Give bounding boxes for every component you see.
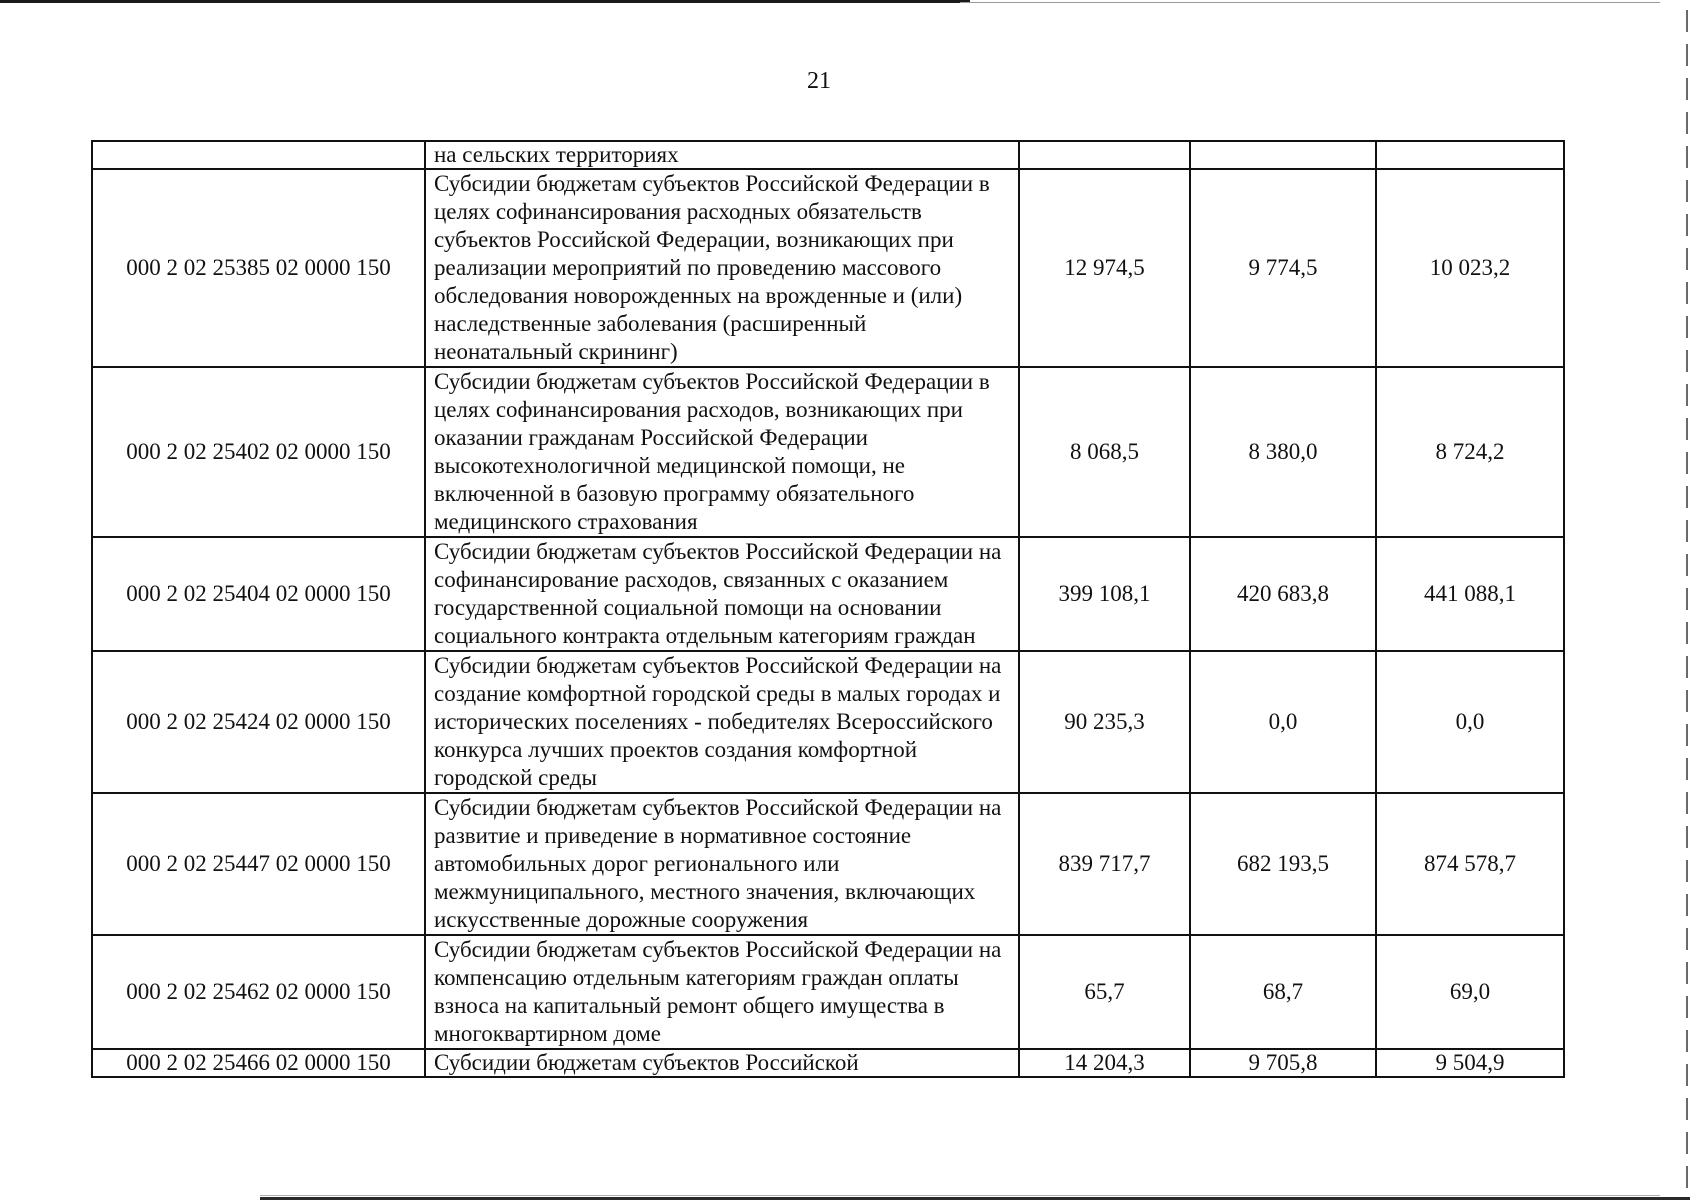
description-cell: Субсидии бюджетам субъектов Российской Федерации в целях софинансирования расходов, возникающих при оказании гражданам Российской Федерации высокотехнологичной медицинской помощи, не включенной в базовую программу обязательного медицинского страхования — [425, 367, 1019, 537]
code-cell: 000 2 02 25447 02 0000 150 — [92, 793, 425, 935]
value-year1-cell: 90 235,3 — [1019, 651, 1190, 793]
description-cell: на сельских территориях — [425, 141, 1019, 169]
page-number: 21 — [807, 68, 831, 94]
description-cell: Субсидии бюджетам субъектов Российской Федерации на софинансирование расходов, связанных с оказанием государственной социальной помощи на основании социального контракта отдельным категориям граждан — [425, 537, 1019, 651]
table-row — [92, 1049, 1564, 1077]
description-cell: Субсидии бюджетам субъектов Российской — [425, 1049, 1019, 1077]
scan-edge-top — [0, 0, 970, 3]
value-year3-cell: 9 504,9 — [1376, 1049, 1564, 1077]
value-year1-cell: 65,7 — [1019, 935, 1190, 1049]
scan-edge-bottom-faint — [260, 1195, 1660, 1196]
value-year1-cell: 8 068,5 — [1019, 367, 1190, 537]
table-row — [92, 367, 1564, 537]
scan-edge-top-thin — [960, 2, 1660, 3]
table-row — [92, 141, 1564, 169]
table-row — [92, 651, 1564, 793]
value-year3-cell: 8 724,2 — [1376, 367, 1564, 537]
value-year3-cell: 10 023,2 — [1376, 169, 1564, 367]
code-cell: 000 2 02 25466 02 0000 150 — [92, 1049, 425, 1077]
value-year1-cell: 399 108,1 — [1019, 537, 1190, 651]
value-year3-cell: 874 578,7 — [1376, 793, 1564, 935]
code-cell: 000 2 02 25385 02 0000 150 — [92, 169, 425, 367]
value-year2-cell: 9 774,5 — [1190, 169, 1376, 367]
value-year2-cell: 0,0 — [1190, 651, 1376, 793]
value-year1-cell: 839 717,7 — [1019, 793, 1190, 935]
value-year2-cell — [1190, 141, 1376, 169]
table-row — [92, 169, 1564, 367]
table-row — [92, 537, 1564, 651]
code-cell: 000 2 02 25404 02 0000 150 — [92, 537, 425, 651]
scan-edge-right — [1686, 10, 1688, 1190]
code-cell: 000 2 02 25402 02 0000 150 — [92, 367, 425, 537]
budget-table — [91, 140, 1565, 1078]
description-cell: Субсидии бюджетам субъектов Российской Федерации в целях софинансирования расходных обязательств субъектов Российской Федерации, возникающих при реализации мероприятий по проведению массового обследования новорожденных на врожденные и (или) наследственные заболевания (расширенный неонатальный скрининг) — [425, 169, 1019, 367]
table-row — [92, 935, 1564, 1049]
value-year3-cell: 69,0 — [1376, 935, 1564, 1049]
code-cell: 000 2 02 25424 02 0000 150 — [92, 651, 425, 793]
value-year2-cell: 68,7 — [1190, 935, 1376, 1049]
description-cell: Субсидии бюджетам субъектов Российской Федерации на создание комфортной городской среды в малых городах и исторических поселениях - победителях Всероссийского конкурса лучших проектов создания комфортной городской среды — [425, 651, 1019, 793]
value-year2-cell: 420 683,8 — [1190, 537, 1376, 651]
value-year3-cell: 441 088,1 — [1376, 537, 1564, 651]
value-year1-cell: 14 204,3 — [1019, 1049, 1190, 1077]
value-year2-cell: 8 380,0 — [1190, 367, 1376, 537]
value-year1-cell — [1019, 141, 1190, 169]
code-cell — [92, 141, 425, 169]
value-year3-cell — [1376, 141, 1564, 169]
value-year2-cell: 9 705,8 — [1190, 1049, 1376, 1077]
value-year2-cell: 682 193,5 — [1190, 793, 1376, 935]
description-cell: Субсидии бюджетам субъектов Российской Федерации на компенсацию отдельным категориям граждан оплаты взноса на капитальный ремонт общего имущества в многоквартирном доме — [425, 935, 1019, 1049]
table-row — [92, 793, 1564, 935]
description-cell: Субсидии бюджетам субъектов Российской Федерации на развитие и приведение в нормативное состояние автомобильных дорог регионального или межмуниципального, местного значения, включающих искусственные дорожные сооружения — [425, 793, 1019, 935]
code-cell: 000 2 02 25462 02 0000 150 — [92, 935, 425, 1049]
value-year1-cell: 12 974,5 — [1019, 169, 1190, 367]
value-year3-cell: 0,0 — [1376, 651, 1564, 793]
